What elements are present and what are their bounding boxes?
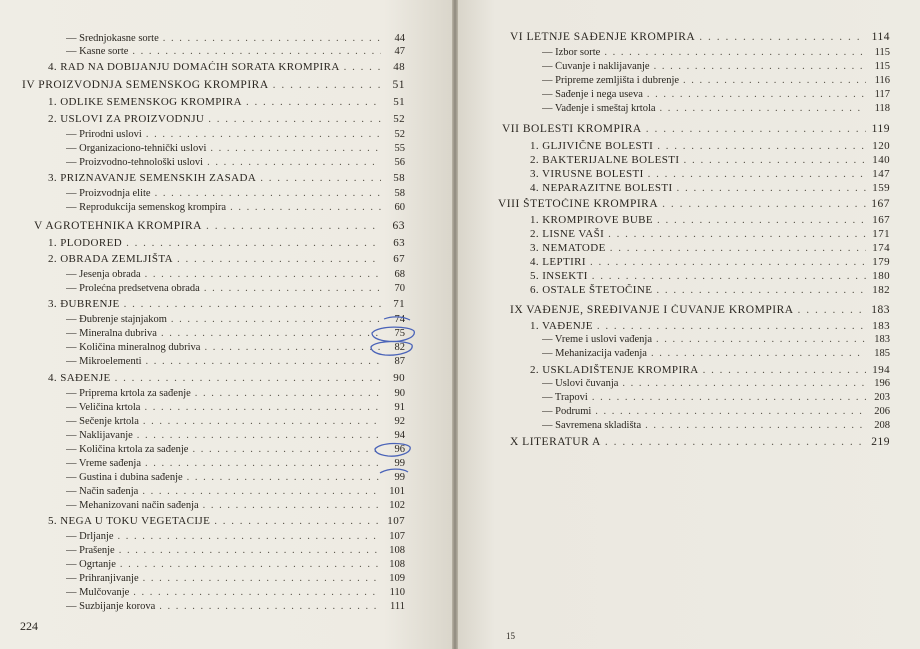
toc-entry-title: 2. USLOVI ZA PROIZVODNJU	[48, 113, 205, 125]
toc-entry-title: IX VAĐENJE, SREĐIVANJE I ČUVANJE KROMPIRA	[510, 304, 794, 316]
toc-entry-title: — Reprodukcija semenskog krompira	[66, 202, 227, 213]
toc-entry	[498, 198, 890, 210]
toc-entry-page: 196	[874, 378, 890, 389]
pen-annotations	[0, 0, 452, 649]
toc-entry-page: 68	[394, 269, 405, 280]
toc-entry-title: 1. ODLIKE SEMENSKOG KROMPIRA	[48, 96, 242, 108]
pen-circle-75	[372, 327, 414, 341]
toc-entry-page: 183	[872, 320, 890, 332]
toc-entry-page: 99	[394, 472, 405, 483]
toc-entry-title: 6. OSTALE ŠTETOČINE	[530, 284, 653, 296]
toc-entry-title: — Jesenja obrada	[66, 269, 141, 280]
toc-entry-title: — Proizvodnja elite	[66, 188, 151, 199]
toc-entry-title: — Suzbijanje korova	[66, 601, 156, 612]
dot-leader	[592, 392, 866, 403]
toc-entry-title: IV PROIZVODNJA SEMENSKOG KROMPIRA	[22, 79, 269, 91]
toc-entry-title: X LITERATUR A	[510, 436, 601, 448]
left-folio: 224	[20, 619, 38, 633]
toc-entry-title: — Prolećna predsetvena obrada	[66, 283, 200, 294]
dot-leader	[605, 436, 866, 448]
toc-entry-title: — Naklijavanje	[66, 430, 133, 441]
toc-entry-page: 99	[394, 458, 405, 469]
toc-entry	[542, 348, 890, 359]
dot-leader	[798, 304, 866, 316]
toc-entry-title: 2. USKLADIŠTENJE KROMPIRA	[530, 364, 699, 376]
toc-entry-page: 51	[393, 96, 405, 108]
dot-leader	[647, 89, 866, 100]
toc-entry-title: — Mehanizovani način sađenja	[66, 500, 199, 511]
toc-entry-page: 55	[394, 143, 405, 154]
toc-entry-title: 1. KROMPIROVE BUBE	[530, 214, 654, 226]
toc-entry-page: 194	[872, 364, 890, 376]
toc-entry-page: 52	[394, 129, 405, 140]
toc-entry	[530, 154, 890, 166]
toc-entry-page: 74	[394, 314, 405, 325]
dot-leader	[654, 61, 866, 72]
toc-entry-page: 174	[872, 242, 890, 254]
toc-entry-page: 52	[393, 113, 405, 125]
toc-entry-page: 159	[872, 182, 890, 194]
toc-entry	[502, 123, 890, 135]
toc-entry-title: — Đubrenje stajnjakom	[66, 314, 167, 325]
toc-entry-page: 118	[874, 103, 890, 114]
toc-entry-page: 108	[389, 545, 405, 556]
toc-entry-title: — Veličina krtola	[66, 402, 141, 413]
toc-entry-page: 102	[389, 500, 405, 511]
toc-entry-title: — Organizaciono-tehnički uslovi	[66, 143, 207, 154]
toc-entry-title: 4. SAĐENJE	[48, 372, 111, 384]
toc-entry-title: 3. NEMATODE	[530, 242, 606, 254]
toc-entry-title: — Sečenje krtola	[66, 416, 139, 427]
toc-entry-title: 2. BAKTERIJALNE BOLESTI	[530, 154, 680, 166]
pen-underline-74	[384, 317, 410, 320]
toc-entry-title: — Savremena skladišta	[542, 420, 642, 431]
toc-entry-page: 44	[394, 33, 405, 44]
toc-entry-page: 92	[394, 416, 405, 427]
dot-leader	[683, 75, 866, 86]
toc-entry	[542, 406, 890, 417]
toc-entry-title: — Vađenje i smeštaj krtola	[542, 103, 656, 114]
toc-entry	[542, 334, 890, 345]
toc-entry-title: — Srednjokasne sorte	[66, 33, 159, 44]
toc-entry-page: 109	[389, 573, 405, 584]
dot-leader	[604, 47, 866, 58]
toc-entry-title: — Drljanje	[66, 531, 114, 542]
toc-entry-title: — Ogrtanje	[66, 559, 116, 570]
toc-entry-page: 167	[871, 198, 890, 210]
toc-entry-title: — Kasne sorte	[66, 46, 129, 57]
toc-entry	[542, 378, 890, 389]
toc-entry-page: 114	[871, 31, 890, 43]
toc-entry-title: VIII ŠTETOČINE KROMPIRA	[498, 198, 659, 210]
toc-entry-page: 75	[394, 328, 405, 339]
toc-entry	[542, 89, 890, 100]
toc-entry-page: 117	[874, 89, 890, 100]
toc-entry-page: 51	[392, 79, 405, 91]
toc-entry-page: 185	[874, 348, 890, 359]
toc-entry-page: 47	[394, 46, 405, 57]
toc-entry-page: 90	[394, 388, 405, 399]
toc-entry-page: 115	[874, 47, 890, 58]
toc-entry-title: 4. LEPTIRI	[530, 256, 586, 268]
toc-entry-title: 5. INSEKTI	[530, 270, 588, 282]
toc-entry-page: 91	[394, 402, 405, 413]
dot-leader	[656, 284, 866, 296]
toc-entry-title: 4. RAD NA DOBIJANJU DOMAĆIH SORATA KROMPIRA	[48, 61, 340, 73]
toc-entry-page: 56	[394, 157, 405, 168]
toc-entry-title: — Vreme i uslovi vađenja	[542, 334, 652, 345]
toc-entry-page: 219	[871, 436, 890, 448]
toc-entry-title: — Gustina i dubina sađenje	[66, 472, 183, 483]
toc-entry-page: 48	[393, 61, 405, 73]
toc-entry-title: — Proizvodno-tehnološki uslovi	[66, 157, 204, 168]
toc-entry-page: 171	[872, 228, 890, 240]
toc-entry-title: — Količina mineralnog dubriva	[66, 342, 201, 353]
toc-entry-page: 119	[871, 123, 890, 135]
toc-entry-title: — Čuvanje i naklijavanje	[542, 61, 650, 72]
toc-entry-page: 58	[394, 188, 405, 199]
toc-entry-title: — Pripreme zemljišta i dubrenje	[542, 75, 680, 86]
toc-entry-title: — Vreme sađenja	[66, 458, 141, 469]
dot-leader	[592, 270, 866, 282]
dot-leader	[657, 214, 866, 226]
toc-entry	[530, 270, 890, 282]
toc-entry-page: 206	[874, 406, 890, 417]
toc-entry-title: 3. ĐUBRENJE	[48, 298, 120, 310]
toc-entry-title: 4. NEPARAZITNE BOLESTI	[530, 182, 673, 194]
dot-leader	[645, 420, 866, 431]
toc-entry-title: V AGROTEHNIKA KROMPIRA	[34, 220, 202, 232]
toc-entry-page: 182	[872, 284, 890, 296]
toc-entry	[542, 420, 890, 431]
toc-entry-page: 108	[389, 559, 405, 570]
toc-entry-page: 203	[874, 392, 890, 403]
toc-entry	[530, 256, 890, 268]
dot-leader	[622, 378, 866, 389]
toc-entry-title: — Način sađenja	[66, 486, 139, 497]
toc-entry	[530, 214, 890, 226]
toc-entry-page: 63	[393, 237, 405, 249]
toc-entry-title: — Podrumi	[542, 406, 592, 417]
toc-entry	[542, 61, 890, 72]
toc-entry	[510, 31, 890, 43]
toc-entry-page: 115	[874, 61, 890, 72]
dot-leader	[646, 123, 866, 135]
toc-entry	[530, 364, 890, 376]
dot-leader	[683, 154, 866, 166]
toc-entry-title: — Prihranjivanje	[66, 573, 139, 584]
dot-leader	[610, 242, 866, 254]
toc-entry-page: 116	[874, 75, 890, 86]
dot-leader	[651, 348, 866, 359]
toc-entry-title: 1. PLODORED	[48, 237, 123, 249]
dot-leader	[660, 103, 866, 114]
toc-entry	[542, 47, 890, 58]
dot-leader	[595, 406, 866, 417]
toc-entry-title: — Priprema krtola za sađenje	[66, 388, 191, 399]
toc-entry-title: — Mulčovanje	[66, 587, 130, 598]
toc-entry-title: 1. VAĐENJE	[530, 320, 593, 332]
pen-circle-96	[375, 443, 410, 456]
dot-leader	[590, 256, 866, 268]
dot-leader	[699, 31, 866, 43]
toc-entry	[530, 284, 890, 296]
toc-entry-page: 90	[393, 372, 405, 384]
toc-entry-title: — Prašenje	[66, 545, 115, 556]
toc-entry-title: — Trapovi	[542, 392, 588, 403]
toc-entry-page: 110	[389, 587, 405, 598]
toc-entry-title: 1. GLJIVIČNE BOLESTI	[530, 140, 654, 152]
toc-entry	[510, 304, 890, 316]
toc-entry-page: 107	[389, 531, 405, 542]
toc-entry	[530, 242, 890, 254]
toc-entry-page: 82	[394, 342, 405, 353]
dot-leader	[657, 140, 866, 152]
toc-entry-page: 208	[874, 420, 890, 431]
toc-entry-page: 167	[872, 214, 890, 226]
toc-entry-page: 87	[394, 356, 405, 367]
toc-entry-page: 94	[394, 430, 405, 441]
toc-entry	[542, 392, 890, 403]
toc-entry-page: 107	[387, 515, 405, 527]
toc-entry	[530, 182, 890, 194]
toc-entry-title: — Izbor sorte	[542, 47, 601, 58]
toc-entry-title: — Prirodni uslovi	[66, 129, 142, 140]
toc-entry-page: 111	[390, 601, 405, 612]
toc-entry-title: 2. OBRADA ZEMLJIŠTA	[48, 253, 173, 265]
toc-entry-title: — Mineralna dubriva	[66, 328, 157, 339]
toc-entry	[530, 320, 890, 332]
dot-leader	[648, 168, 866, 180]
dot-leader	[677, 182, 866, 194]
toc-entry-page: 60	[394, 202, 405, 213]
toc-entry	[510, 436, 890, 448]
toc-entry	[542, 103, 890, 114]
toc-entry-page: 58	[393, 172, 405, 184]
pen-mark-99	[380, 469, 408, 473]
toc-entry	[530, 168, 890, 180]
left-page	[0, 0, 452, 649]
toc-entry-page: 147	[872, 168, 890, 180]
toc-entry-page: 180	[872, 270, 890, 282]
dot-leader	[662, 198, 866, 210]
toc-entry-title: VI LETNJE SAĐENJE KROMPIRA	[510, 31, 696, 43]
toc-entry	[530, 228, 890, 240]
right-page	[458, 0, 920, 649]
toc-entry-page: 183	[874, 334, 890, 345]
toc-entry-title: — Mehanizacija vađenja	[542, 348, 647, 359]
toc-entry	[542, 75, 890, 86]
toc-entry-title: — Sađenje i nega useva	[542, 89, 643, 100]
pen-circle-82	[371, 341, 412, 355]
toc-entry-title: VII BOLESTI KROMPIRA	[502, 123, 642, 135]
toc-entry-page: 71	[393, 298, 405, 310]
right-folio: 15	[506, 631, 515, 641]
dot-leader	[656, 334, 866, 345]
dot-leader	[597, 320, 866, 332]
toc-entry-page: 101	[389, 486, 405, 497]
toc-entry-title: — Uslovi čuvanja	[542, 378, 619, 389]
right-toc	[458, 0, 920, 649]
toc-entry-page: 96	[394, 444, 405, 455]
toc-entry-title: — Količina krtola za sađenje	[66, 444, 189, 455]
toc-entry-page: 183	[871, 304, 890, 316]
toc-entry-page: 179	[872, 256, 890, 268]
toc-entry-title: — Mikroelementi	[66, 356, 142, 367]
toc-entry-title: 2. LISNE VAŠI	[530, 228, 605, 240]
toc-entry-page: 120	[872, 140, 890, 152]
toc-entry-title: 3. PRIZNAVANJE SEMENSKIH ZASADA	[48, 172, 257, 184]
toc-entry-page: 63	[392, 220, 405, 232]
dot-leader	[703, 364, 866, 376]
toc-entry-page: 140	[872, 154, 890, 166]
toc-entry-title: 5. NEGA U TOKU VEGETACIJE	[48, 515, 211, 527]
toc-entry-title: 3. VIRUSNE BOLESTI	[530, 168, 644, 180]
toc-entry-page: 70	[394, 283, 405, 294]
dot-leader	[608, 228, 866, 240]
toc-entry	[530, 140, 890, 152]
toc-entry-page: 67	[393, 253, 405, 265]
